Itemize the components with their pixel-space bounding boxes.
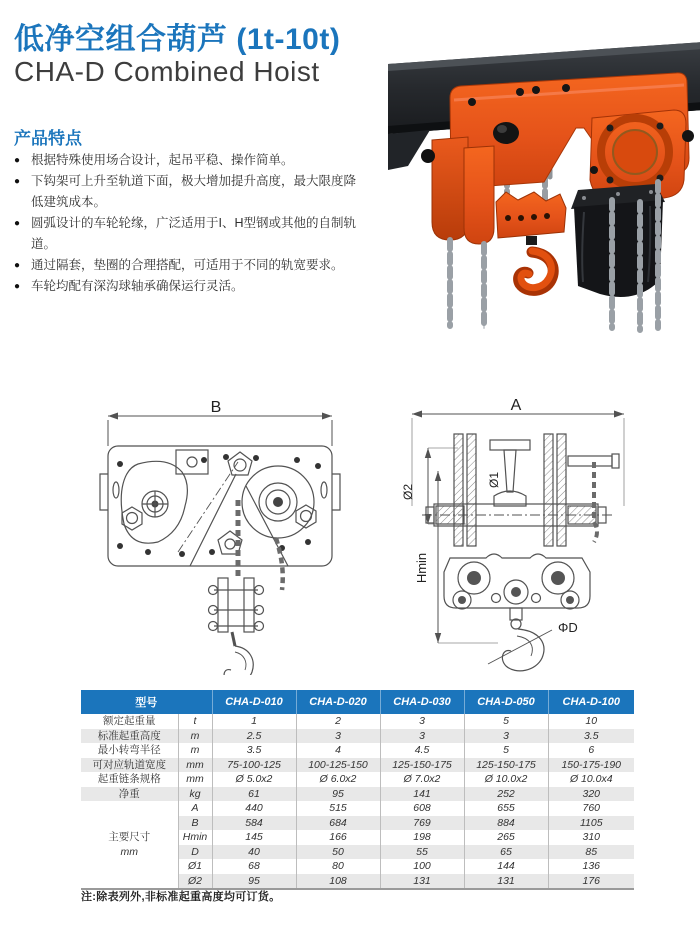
dims-group-cell: 主要尺寸 mm (81, 801, 178, 889)
spec-row: 标准起重高度 m 2.5 3 3 3 3.5 (81, 729, 634, 744)
bullet-icon: ● (14, 260, 21, 271)
lower-bracket (444, 554, 590, 609)
dim-row: 主要尺寸 mm A 440 515 608 655 760 (81, 801, 634, 816)
hook-block-drawing (209, 578, 264, 675)
table-header-row (81, 690, 634, 714)
hook-block (496, 192, 566, 290)
dimension-a (412, 397, 624, 506)
page-title-chinese: 低净空组合葫芦 (1t-10t) (14, 23, 341, 56)
side-view-drawing (398, 396, 638, 680)
model-label-cell: 型号 (81, 690, 212, 714)
wheel-sections (454, 434, 566, 546)
bullet-icon: ● (14, 155, 21, 166)
spec-row: 起重链条规格 mm Ø 5.0x2 Ø 6.0x2 Ø 7.0x2 Ø 10.0x2 Ø 10.0x4 (81, 772, 634, 787)
feature-item: ● 圆弧设计的车轮轮缘，广泛适用于I、H型钢或其他的自制轨道。 (14, 213, 366, 255)
svg-text:Ø1: Ø1 (487, 471, 501, 489)
suspension-section (487, 440, 530, 506)
front-view-drawing (92, 400, 348, 675)
spec-row: 可对应轨道宽度 mm 75-100-125 100-125-150 125-150-175 125-150-175 150-175-190 (81, 758, 634, 773)
svg-text:A: A (510, 397, 522, 414)
feature-item: ● 根据特殊使用场合设计，起吊平稳、操作简单。 (14, 150, 366, 171)
model-column: CHA-D-100 (548, 690, 634, 714)
chain-bag (571, 184, 665, 297)
feature-item: ● 通过隔套，垫圈的合理搭配，可适用于不同的轨宽要求。 (14, 255, 366, 276)
dim-row: Ø2 95 108 131 131 176 (81, 874, 634, 890)
product-photo (388, 30, 700, 340)
spec-table-wrap (81, 690, 634, 890)
dim-row: B 584 684 769 884 1105 (81, 816, 634, 831)
spec-row: 额定起重量 t 1 2 3 5 10 (81, 714, 634, 729)
dimension-b (108, 400, 332, 446)
svg-text:Hmin: Hmin (414, 552, 429, 584)
dim-row: D 40 50 55 65 85 (81, 845, 634, 860)
dim-row: Hmin 145 166 198 265 310 (81, 830, 634, 845)
svg-text:Ø2: Ø2 (401, 483, 415, 501)
model-column: CHA-D-010 (212, 690, 296, 714)
dim-row: Ø1 68 80 100 144 136 (81, 859, 634, 874)
features-heading: 产品特点 (14, 129, 82, 148)
svg-text:B: B (210, 400, 222, 416)
bullet-icon: ● (14, 218, 21, 229)
model-column: CHA-D-030 (380, 690, 464, 714)
hook-drawing (488, 608, 578, 671)
table-note: 注:除表列外,非标准起重高度均可订货。 (81, 891, 281, 903)
model-column: CHA-D-020 (296, 690, 380, 714)
model-column: CHA-D-050 (464, 690, 548, 714)
cross-shaft (422, 454, 619, 526)
page-title-english: CHA-D Combined Hoist (14, 56, 320, 87)
features-list (14, 150, 366, 297)
bullet-icon: ● (14, 281, 21, 292)
spec-row: 净重 kg 61 95 141 252 320 (81, 787, 634, 802)
svg-text:ΦD: ΦD (558, 620, 578, 635)
feature-item: ● 车轮均配有深沟球轴承确保运行灵活。 (14, 276, 366, 297)
spec-row: 最小转弯半径 m 3.5 4 4.5 5 6 (81, 743, 634, 758)
spec-table (81, 690, 634, 890)
feature-item: ● 下钩架可上升至轨道下面，极大增加提升高度，最大限度降低建筑成本。 (14, 171, 366, 213)
bullet-icon: ● (14, 176, 21, 187)
